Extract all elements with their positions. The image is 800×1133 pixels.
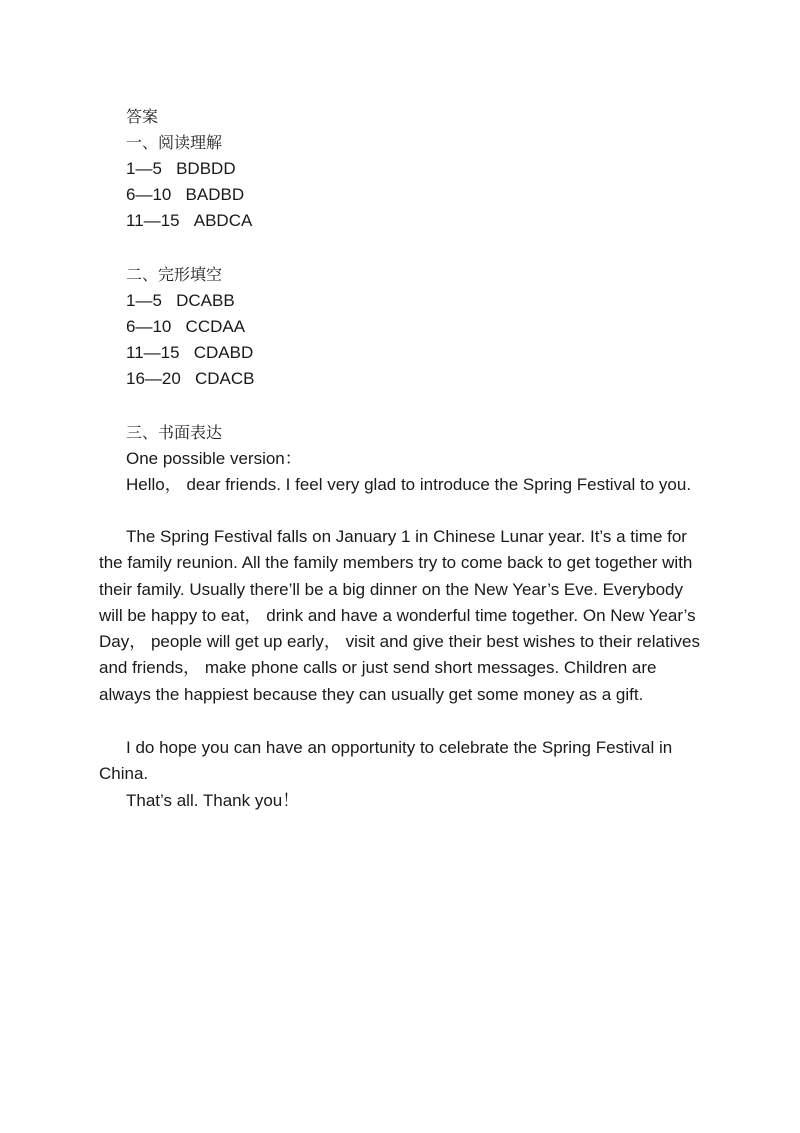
page-title: 答案 <box>126 107 159 126</box>
answer-row <box>126 314 245 340</box>
answer-range: 16—20 <box>126 369 181 388</box>
answer-keys: ABDCA <box>193 211 253 230</box>
answer-row <box>126 182 244 208</box>
answer-row <box>126 156 236 182</box>
essay-paragraph: I do hope you can have an opportunity to celebrate the Spring Festival in China. <box>99 738 673 784</box>
answer-keys: BADBD <box>185 185 245 204</box>
answer-keys: CDACB <box>195 369 255 388</box>
answer-row <box>126 208 252 234</box>
answer-row <box>126 288 235 314</box>
answer-keys: BDBDD <box>176 159 236 178</box>
answer-range: 11—15 <box>126 343 180 362</box>
answer-row <box>126 340 253 366</box>
essay-paragraph: The Spring Festival falls on January 1 in Chinese Lunar year. It’s a time for the family reunion. All the family members try to come back to get together with their family. Usually there’ll be a big dinner on the New Year’s Eve. Everybody will be happy to eat， drink and have a wonderful time together. On New Year’s Day， people will get up early， visit and give their best wishes to their relatives and friends， make phone calls or just send short messages. Children are always the happiest because they can usually get some money as a gift. <box>99 527 700 704</box>
answer-keys: DCABB <box>176 291 235 310</box>
writing-intro: One possible version： <box>126 449 302 468</box>
answer-keys: CDABD <box>193 343 254 362</box>
section-heading-writing: 三、书面表达 <box>126 423 223 442</box>
answer-range: 1—5 <box>126 159 162 178</box>
answer-range: 11—15 <box>126 211 180 230</box>
answer-row <box>126 366 255 392</box>
answer-range: 6—10 <box>126 317 172 336</box>
essay-paragraph: Hello， dear friends. I feel very glad to introduce the Spring Festival to you. <box>126 475 692 494</box>
section-heading-cloze: 二、完形填空 <box>126 265 223 284</box>
answer-range: 6—10 <box>126 185 172 204</box>
section-heading-reading: 一、阅读理解 <box>126 133 223 152</box>
answer-keys: CCDAA <box>185 317 246 336</box>
essay-paragraph: That’s all. Thank you！ <box>126 791 300 810</box>
answer-range: 1—5 <box>126 291 162 310</box>
